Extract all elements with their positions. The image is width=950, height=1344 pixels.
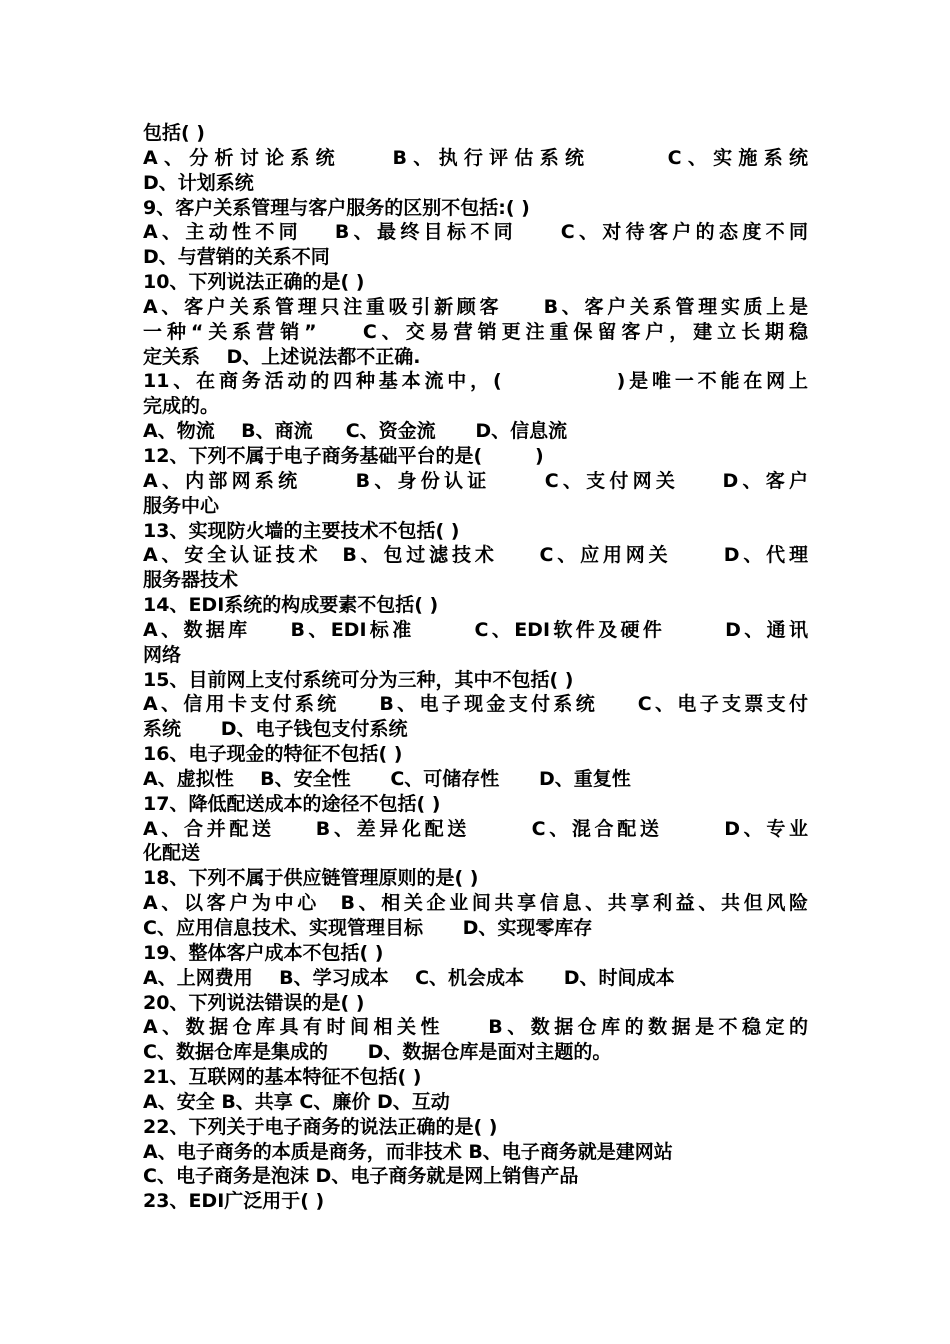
- text-line: 网络: [143, 643, 182, 666]
- text-line: A、客户关系管理只注重吸引新顾客 B、客户关系管理实质上是: [143, 295, 808, 318]
- text-line: A、数据仓库具有时间相关性 B、数据仓库的数据是不稳定的: [143, 1016, 808, 1039]
- text-line: A、物流 B、商流 C、资金流 D、信息流: [143, 420, 568, 443]
- text-line: 21、互联网的基本特征不包括( ): [143, 1066, 422, 1089]
- text-line: 18、下列不属于供应链管理原则的是( ): [143, 867, 479, 890]
- text-line: 12、下列不属于电子商务基础平台的是( ): [143, 444, 544, 467]
- text-line: A、主动性不同 B、最终目标不同 C、对待客户的态度不同: [143, 221, 808, 244]
- document-text-block: [143, 121, 808, 1214]
- text-line: 定关系 D、上述说法都不正确.: [143, 345, 421, 368]
- text-line: A、电子商务的本质是商务，而非技术 B、电子商务就是建网站: [143, 1140, 673, 1163]
- text-line: 20、下列说法错误的是( ): [143, 991, 365, 1014]
- text-line: A、分析讨论系统 B、执行评估系统 C、实施系统: [143, 146, 808, 169]
- text-line: A、上网费用 B、学习成本 C、机会成本 D、时间成本: [143, 966, 675, 989]
- text-line: 22、下列关于电子商务的说法正确的是( ): [143, 1115, 498, 1138]
- text-line: 15、目前网上支付系统可分为三种，其中不包括( ): [143, 668, 574, 691]
- text-line: 包括( ): [143, 122, 205, 144]
- text-line: 10、下列说法正确的是( ): [143, 271, 365, 294]
- text-line: A、安全认证技术 B、包过滤技术 C、应用网关 D、代理: [143, 544, 808, 567]
- text-line: C、数据仓库是集成的 D、数据仓库是面对主题的。: [143, 1041, 612, 1064]
- text-line: 服务中心: [143, 494, 220, 517]
- text-line: C、电子商务是泡沫 D、电子商务就是网上销售产品: [143, 1165, 579, 1188]
- text-line: C、应用信息技术、实现管理目标 D、实现零库存: [143, 917, 593, 939]
- text-line: 16、电子现金的特征不包括( ): [143, 743, 403, 766]
- text-line: A、内部网系统 B、身份认证 C、支付网关 D、客户: [143, 469, 808, 492]
- text-line: 一种“关系营销” C、交易营销更注重保留客户，建立长期稳: [143, 320, 808, 343]
- text-line: A、安全 B、共享 C、廉价 D、互动: [143, 1090, 450, 1113]
- text-line: 9、客户关系管理与客户服务的区别不包括:( ): [143, 196, 530, 219]
- text-line: 11、在商务活动的四种基本流中，( )是唯一不能在网上: [143, 370, 808, 393]
- text-line: A、以客户为中心 B、相关企业间共享信息、共享利益、共但风险: [143, 892, 808, 915]
- text-line: 系统 D、电子钱包支付系统: [143, 718, 408, 741]
- text-line: A、信用卡支付系统 B、电子现金支付系统 C、电子支票支付: [143, 693, 808, 716]
- text-line: 13、实现防火墙的主要技术不包括( ): [143, 519, 460, 542]
- text-line: 完成的。: [143, 395, 220, 418]
- text-line: 服务器技术: [143, 569, 239, 592]
- text-line: A、数据库 B、EDI标准 C、EDI软件及硬件 D、通讯: [143, 618, 808, 641]
- text-line: D、与营销的关系不同: [143, 246, 330, 269]
- text-line: A、合并配送 B、差异化配送 C、混合配送 D、专业: [143, 817, 808, 840]
- text-line: D、计划系统: [143, 171, 254, 194]
- text-line: 19、整体客户成本不包括( ): [143, 941, 384, 964]
- text-line: 17、降低配送成本的途径不包括( ): [143, 792, 441, 815]
- text-line: 14、EDI系统的构成要素不包括( ): [143, 594, 439, 617]
- text-line: A、虚拟性 B、安全性 C、可储存性 D、重复性: [143, 767, 631, 790]
- text-line: 23、EDI广泛用于( ): [143, 1190, 325, 1213]
- text-line: 化配送: [143, 842, 201, 865]
